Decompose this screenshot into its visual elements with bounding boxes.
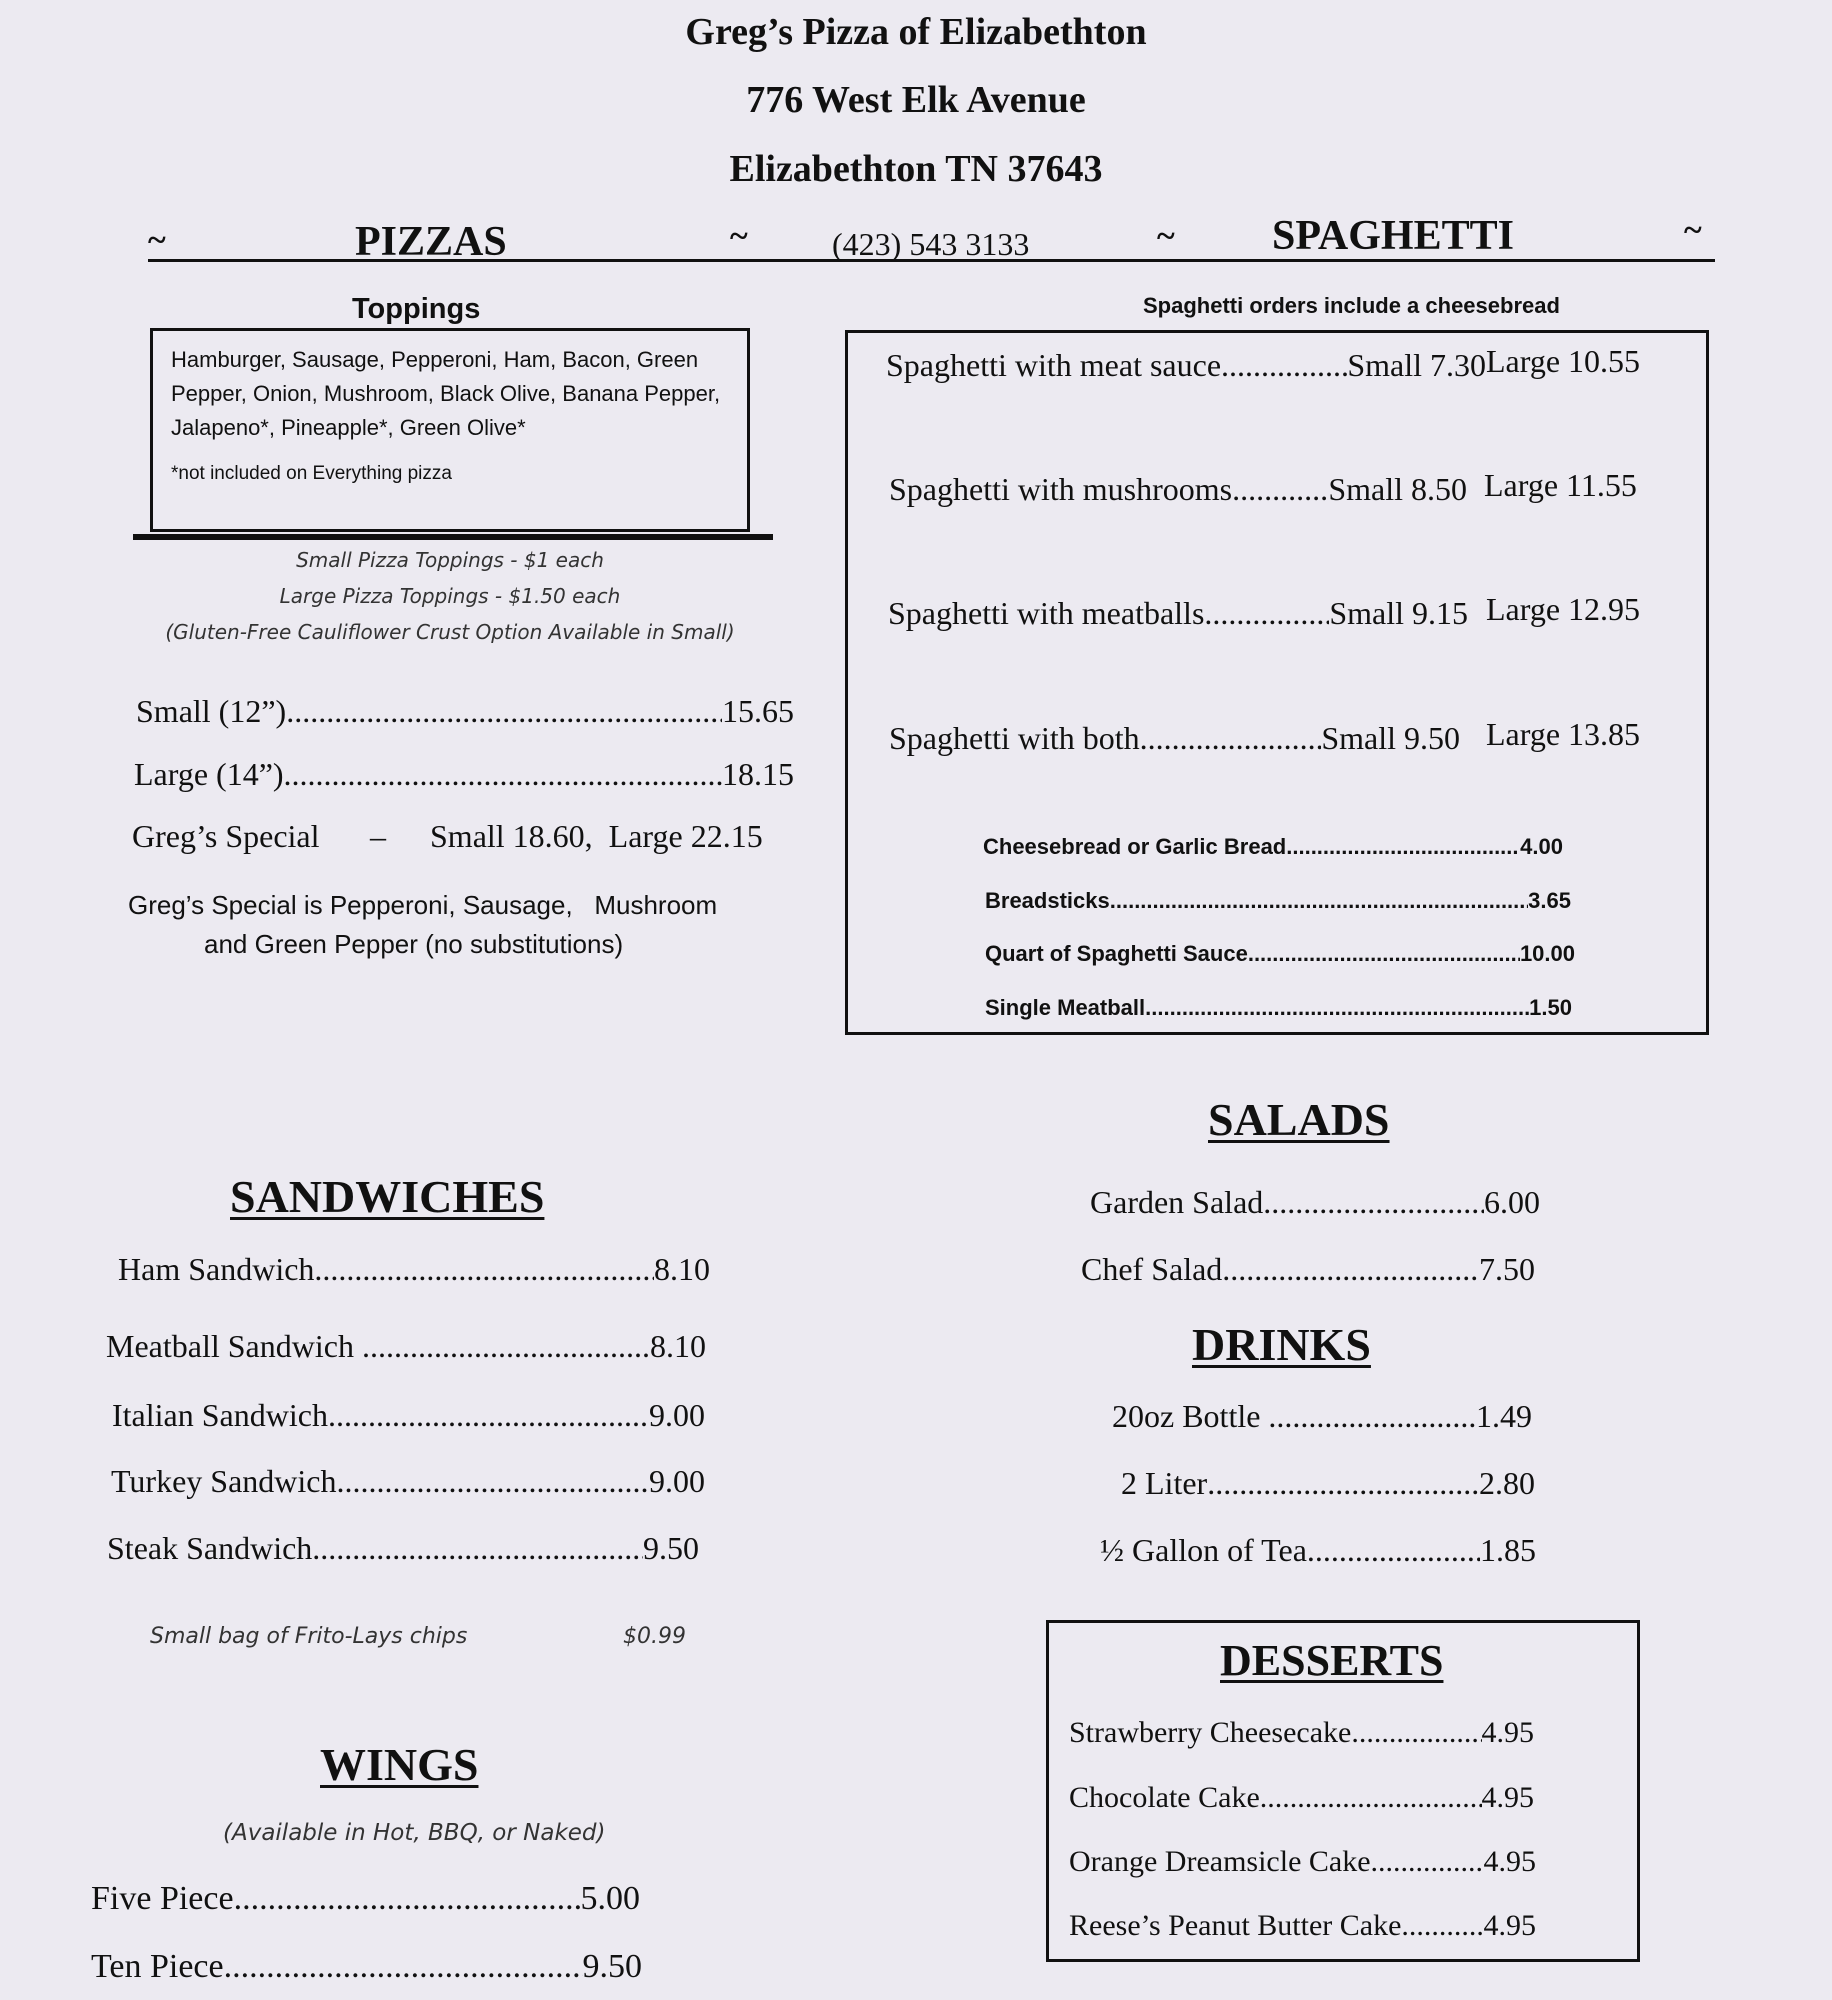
item-price: 8.10 [654, 1251, 710, 1287]
menu-item [107, 1530, 699, 1567]
item-price: 4.95 [1483, 1909, 1536, 1942]
item-price: 5.00 [580, 1880, 640, 1917]
special-description: and Green Pepper (no substitutions) [204, 929, 624, 959]
menu-item [1069, 1716, 1534, 1750]
large-topping-price: Large Pizza Toppings - $1.50 each [279, 584, 621, 608]
item-name: Orange Dreamsicle Cake [1069, 1845, 1371, 1878]
toppings-box [150, 328, 750, 532]
special-prices: Small 18.60, Large 22.15 [430, 818, 763, 854]
restaurant-address: 776 West Elk Avenue [746, 79, 1086, 121]
item-price: 6.00 [1484, 1184, 1540, 1220]
menu-item [1121, 1465, 1535, 1502]
item-price: 8.10 [650, 1328, 706, 1364]
item-price: 9.00 [649, 1463, 705, 1499]
menu-item [889, 720, 1460, 757]
menu-item [1090, 1184, 1540, 1221]
item-price: 4.95 [1481, 1716, 1534, 1749]
item-large-price: Large 10.55 [1486, 343, 1641, 379]
wings-title: WINGS [320, 1739, 479, 1790]
salads-title: SALADS [1208, 1094, 1390, 1145]
toppings-title: Toppings [352, 293, 481, 325]
item-name: Small (12”) [136, 693, 287, 729]
item-name: Spaghetti with both [889, 720, 1140, 756]
menu-item [1112, 1398, 1532, 1435]
chips-name: Small bag of Frito-Lays chips [150, 1624, 468, 1649]
item-name: Reese’s Peanut Butter Cake [1069, 1909, 1402, 1942]
item-name: Cheesebread or Garlic Bread [983, 834, 1287, 859]
tilde-mark: ~ [730, 218, 748, 255]
item-name: Turkey Sandwich [111, 1463, 337, 1499]
spaghetti-title: SPAGHETTI [1272, 213, 1514, 259]
item-name: 2 Liter [1121, 1465, 1208, 1501]
phone-number: (423) 543 3133 [832, 226, 1030, 262]
item-price: 1.85 [1480, 1532, 1536, 1568]
item-name: Meatball Sandwich [106, 1328, 362, 1364]
item-small-price: Small 7.30 [1347, 347, 1486, 383]
tilde-mark: ~ [1157, 218, 1175, 255]
menu-item [134, 756, 794, 793]
menu-item [106, 1328, 706, 1365]
item-name: Breadsticks [985, 888, 1110, 913]
menu-item [888, 595, 1468, 632]
item-name: Italian Sandwich [112, 1397, 328, 1433]
item-name: Ham Sandwich [118, 1251, 315, 1287]
menu-item [136, 693, 794, 730]
item-name: Garden Salad [1090, 1184, 1264, 1220]
side-item [983, 834, 1563, 860]
desserts-title: DESSERTS [1220, 1636, 1444, 1685]
item-large-price: Large 12.95 [1486, 591, 1641, 627]
item-price: 9.00 [649, 1397, 705, 1433]
item-name: Large (14”) [134, 756, 284, 792]
spaghetti-note: Spaghetti orders include a cheesebread [1143, 293, 1560, 318]
gluten-free-note: (Gluten-Free Cauliflower Crust Option Available in Small) [165, 620, 735, 644]
item-price: 2.80 [1479, 1465, 1535, 1501]
menu-item [886, 347, 1486, 384]
toppings-underline [133, 534, 773, 540]
menu-item [112, 1397, 705, 1434]
item-price: 9.50 [582, 1948, 642, 1985]
sandwiches-title: SANDWICHES [230, 1171, 545, 1222]
item-price: 1.50 [1529, 995, 1572, 1020]
item-large-price: Large 13.85 [1486, 716, 1641, 752]
item-name: ½ Gallon of Tea [1100, 1532, 1307, 1568]
menu-item [889, 471, 1467, 508]
special-description: Greg’s Special is Pepperoni, Sausage, Mushroom [128, 890, 718, 920]
item-name: Steak Sandwich [107, 1530, 313, 1566]
menu-item [1069, 1909, 1536, 1943]
menu-item [1069, 1845, 1536, 1879]
tilde-mark: ~ [148, 222, 166, 259]
menu-item [1100, 1532, 1536, 1569]
item-price: 1.49 [1476, 1398, 1532, 1434]
item-name: Strawberry Cheesecake [1069, 1716, 1352, 1749]
item-name: Five Piece [91, 1880, 234, 1917]
menu-item [1081, 1251, 1535, 1288]
item-price: 3.65 [1528, 888, 1571, 913]
item-name: Single Meatball [985, 995, 1146, 1020]
restaurant-city: Elizabethton TN 37643 [729, 148, 1103, 190]
side-item [985, 888, 1571, 914]
side-item [985, 995, 1572, 1021]
item-name: Ten Piece [91, 1948, 224, 1985]
item-price: 18.15 [722, 756, 794, 792]
item-price: 4.95 [1483, 1845, 1536, 1878]
item-small-price: Small 9.15 [1329, 595, 1468, 631]
tilde-mark: ~ [1684, 212, 1702, 249]
item-price: 4.00 [1520, 834, 1563, 859]
item-large-price: Large 11.55 [1484, 467, 1637, 503]
item-price: 15.65 [722, 693, 794, 729]
item-name: 20oz Bottle [1112, 1398, 1269, 1434]
item-price: 10.00 [1519, 941, 1575, 966]
side-item [985, 941, 1575, 967]
item-name: Chef Salad [1081, 1251, 1223, 1287]
item-name: Quart of Spaghetti Sauce [985, 941, 1248, 966]
item-name: Spaghetti with meat sauce [886, 347, 1222, 383]
restaurant-name: Greg’s Pizza of Elizabethton [685, 11, 1147, 53]
item-price: 7.50 [1479, 1251, 1535, 1287]
item-small-price: Small 9.50 [1321, 720, 1460, 756]
drinks-title: DRINKS [1192, 1319, 1371, 1370]
pizzas-title: PIZZAS [355, 219, 507, 265]
item-name: Spaghetti with meatballs [888, 595, 1205, 631]
toppings-footnote: *not included on Everything pizza [171, 463, 452, 484]
small-topping-price: Small Pizza Toppings - $1 each [296, 548, 604, 572]
chips-price: $0.99 [623, 1624, 686, 1649]
item-price: 9.50 [643, 1530, 699, 1566]
special-name: Greg’s Special [132, 818, 320, 854]
special-dash: – [370, 818, 386, 854]
menu-item [91, 1880, 640, 1918]
menu-item [111, 1463, 705, 1500]
item-name: Spaghetti with mushrooms [889, 471, 1233, 507]
item-small-price: Small 8.50 [1328, 471, 1467, 507]
spaghetti-box [845, 330, 1709, 1035]
menu-item [118, 1251, 710, 1288]
toppings-list: Hamburger, Sausage, Pepperoni, Ham, Bacon, Green Pepper, Onion, Mushroom, Black Olive, Banana Pepper, Jalapeno*, Pineapple*, Green Olive* [171, 347, 721, 440]
item-name: Chocolate Cake [1069, 1781, 1260, 1814]
item-price: 4.95 [1481, 1781, 1534, 1814]
menu-item [1069, 1781, 1534, 1815]
menu-item [91, 1948, 642, 1986]
wings-note: (Available in Hot, BBQ, or Naked) [223, 1820, 606, 1846]
